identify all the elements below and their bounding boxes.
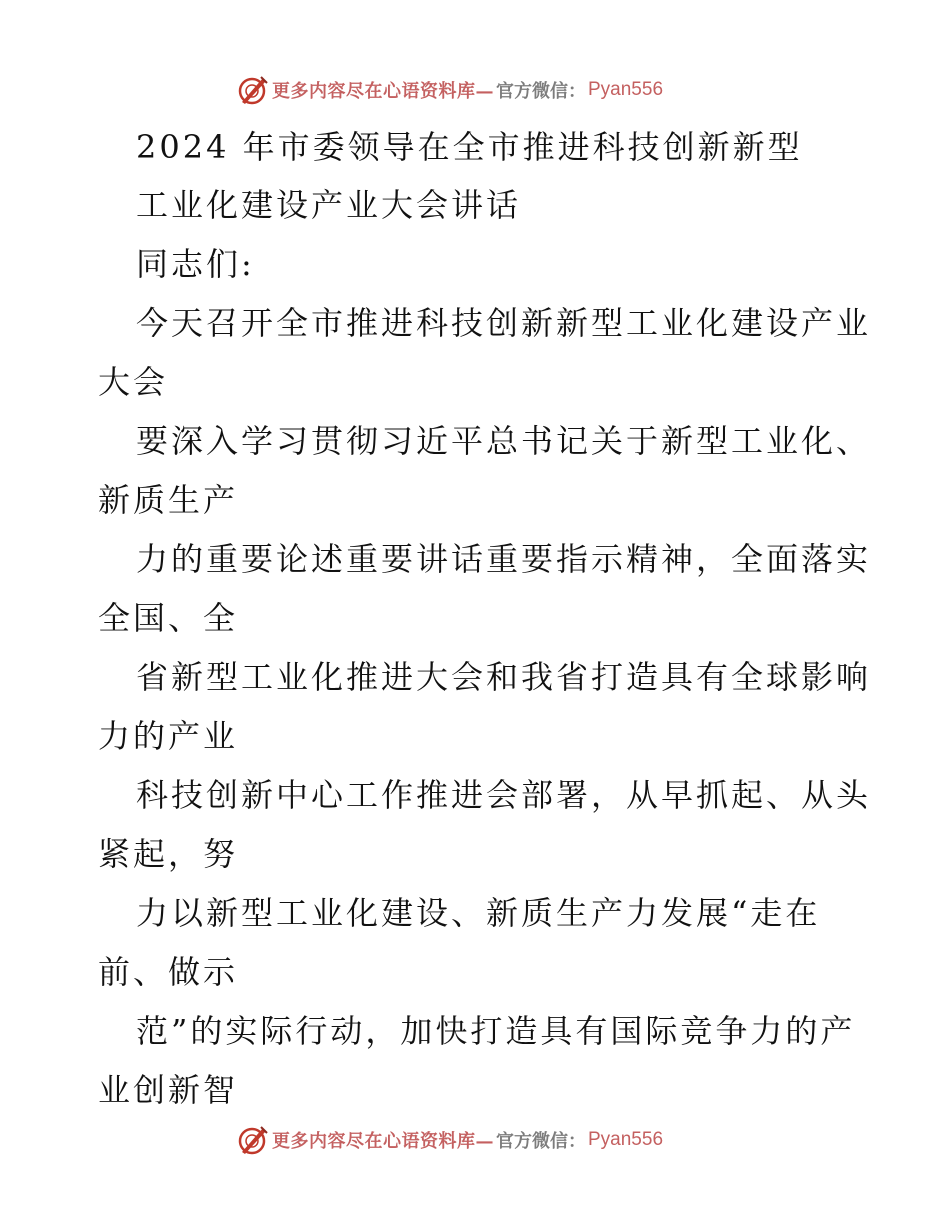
watermark-wechat-id: Pyan556 [588,79,664,100]
body-line: 前、做示 [98,953,239,991]
watermark-wechat-label: 官方微信： [496,81,586,102]
body-line: 省新型工业化推进大会和我省打造具有全球影响 [136,658,872,696]
document-title-line-1: 2024 年市委领导在全市推进科技创新新型 [136,128,803,166]
watermark-site-text: 更多内容尽在心语资料库— [272,81,494,102]
watermark-banner-top [236,73,663,107]
salutation: 同志们: [136,245,255,283]
watermark-site-text: 更多内容尽在心语资料库— [272,1131,494,1152]
body-line: 力以新型工业化建设、新质生产力发展“走在 [136,894,821,932]
body-line: 力的产业 [98,717,239,755]
body-line: 全国、全 [98,599,239,637]
watermark-banner-bottom [236,1123,663,1157]
body-line: 紧起，努 [98,835,239,873]
watermark-wechat-label: 官方微信： [496,1131,586,1152]
body-line: 范”的实际行动，加快打造具有国际竞争力的产 [136,1012,856,1050]
pen-logo-icon [236,74,268,106]
body-line: 要深入学习贯彻习近平总书记关于新型工业化、 [136,422,872,460]
body-line: 今天召开全市推进科技创新新型工业化建设产业 [136,304,872,342]
body-line: 业创新智 [98,1071,239,1109]
body-line: 新质生产 [98,481,239,519]
body-line: 大会 [98,363,169,401]
document-title-line-2: 工业化建设产业大会讲话 [136,186,522,224]
body-line: 力的重要论述重要讲话重要指示精神，全面落实 [136,540,872,578]
body-line: 科技创新中心工作推进会部署，从早抓起、从头 [136,776,872,814]
pen-logo-icon [236,1124,268,1156]
watermark-wechat-id: Pyan556 [588,1129,664,1150]
